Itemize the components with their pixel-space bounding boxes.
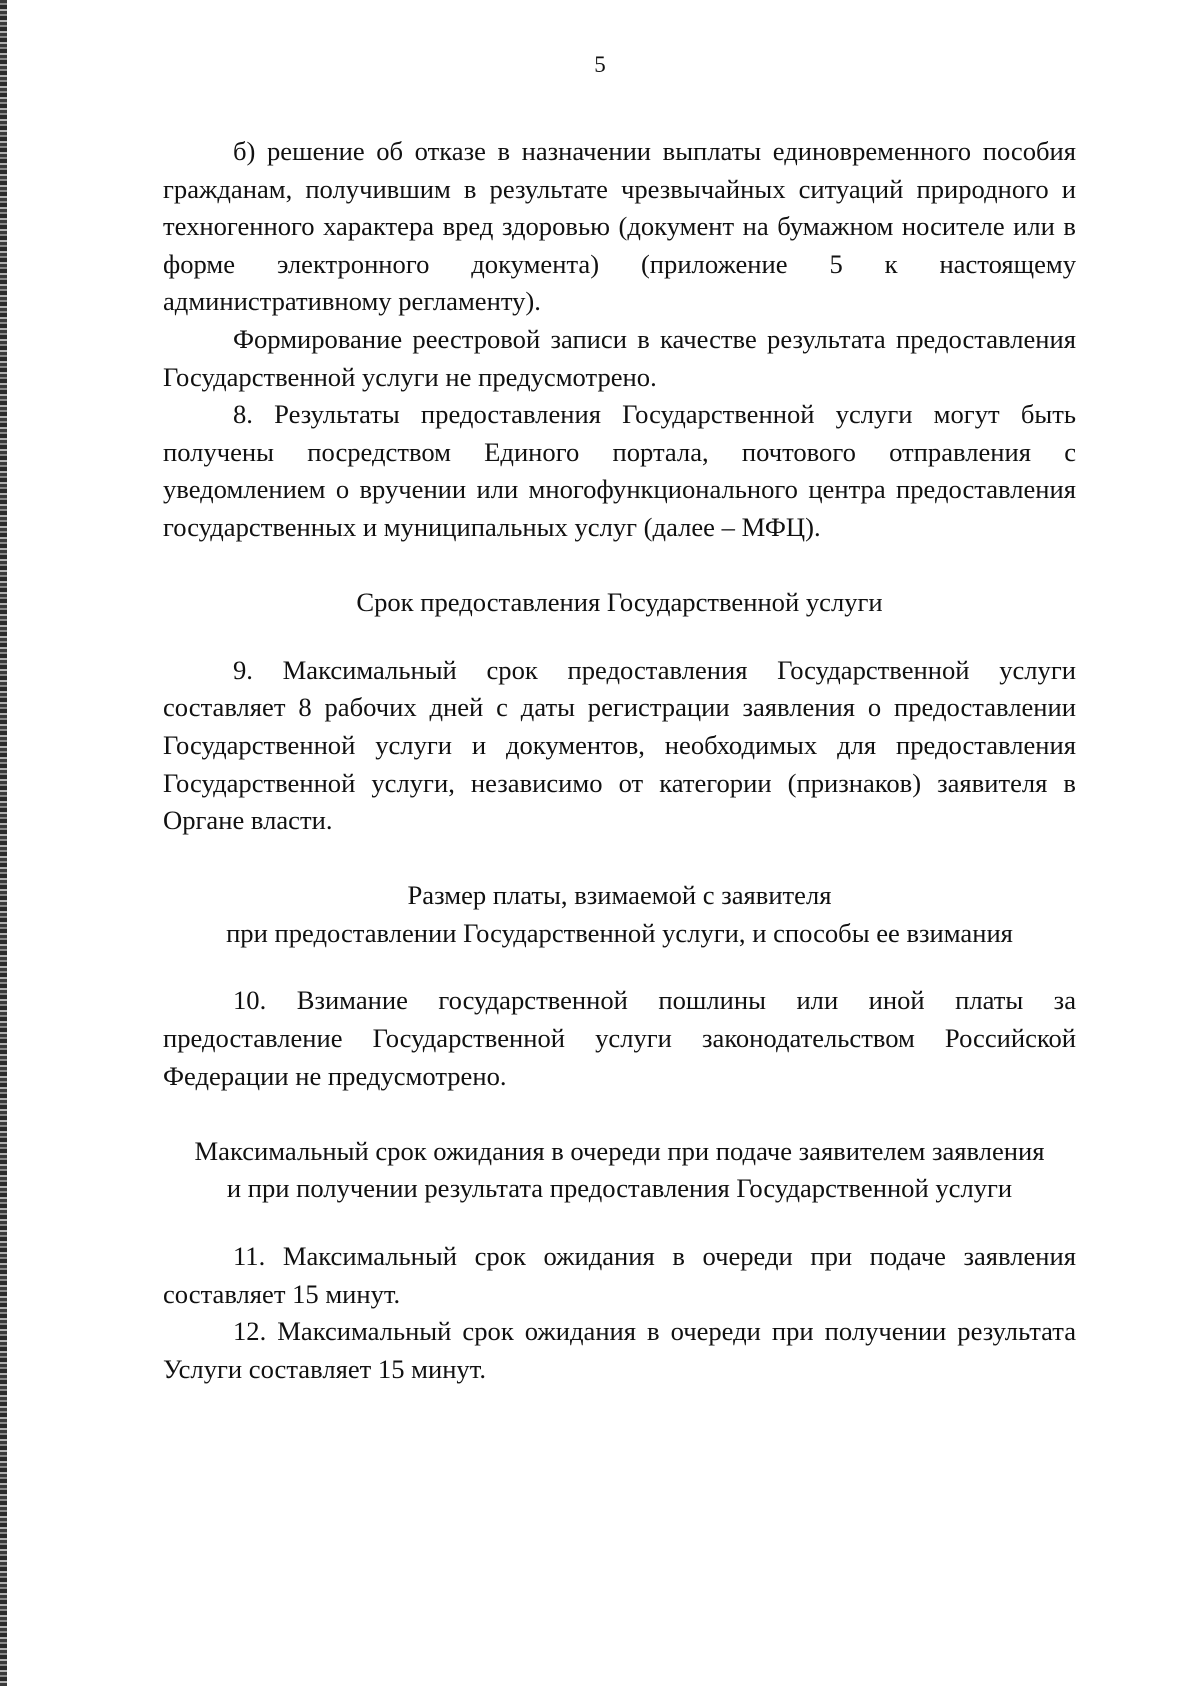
section-spacer [163, 622, 1076, 652]
paragraph-registry-record: Формирование реестровой записи в качестве результата предоставления Государственной услуги не предусмотрено. [163, 323, 1076, 392]
page-number: 5 [594, 52, 606, 77]
heading-queue-line-1: Максимальный срок ожидания в очереди при подаче заявителем заявления [194, 1135, 1045, 1166]
section-spacer [163, 840, 1076, 878]
scan-edge-artifact [0, 0, 7, 1686]
paragraph-b-refusal-decision: б) решение об отказе в назначении выплаты единовременного пособия гражданам, получившим в результате чрезвычайных ситуаций природного и техногенного характера вред здоровью (документ на бумажном носителе или в форме электронного документа) (приложение 5 к настоящему административному регламенту). [163, 136, 1076, 317]
section-spacer [163, 1095, 1076, 1133]
heading-fee-line-2: при предоставлении Государственной услуги, и способы ее взимания [226, 917, 1013, 948]
section-spacer [163, 952, 1076, 982]
paragraph-12-queue-result: 12. Максимальный срок ожидания в очереди при получении результата Услуги составляет 15 минут. [163, 1316, 1076, 1384]
paragraph-11-queue-submission: 11. Максимальный срок ожидания в очереди при подаче заявления составляет 15 минут. [163, 1241, 1076, 1309]
section-spacer [163, 1208, 1076, 1238]
heading-fee-line-1: Размер платы, взимаемой с заявителя [407, 880, 832, 911]
heading-queue-line-2: и при получении результата предоставления Государственной услуги [226, 1173, 1013, 1204]
paragraph-10-fee: 10. Взимание государственной пошлины или иной платы за предоставление Государственной услуги законодательством Российской Федерации не предусмотрено. [163, 985, 1076, 1091]
heading-service-term: Срок предоставления Государственной услуги [356, 587, 883, 618]
paragraph-9-max-term: 9. Максимальный срок предоставления Государственной услуги составляет 8 рабочих дней с даты регистрации заявления о предоставлении Государственной услуги и документов, необходимых для предоставления Государственной услуги, независимо от категории (признаков) заявителя в Органе власти. [163, 654, 1076, 836]
document-body [163, 133, 1076, 1388]
paragraph-8-results: 8. Результаты предоставления Государственной услуги могут быть получены посредством Единого портала, почтового отправления с уведомлением о вручении или многофункционального центра предоставления государственных и муниципальных услуг (далее – МФЦ). [163, 399, 1076, 542]
section-spacer [163, 547, 1076, 585]
